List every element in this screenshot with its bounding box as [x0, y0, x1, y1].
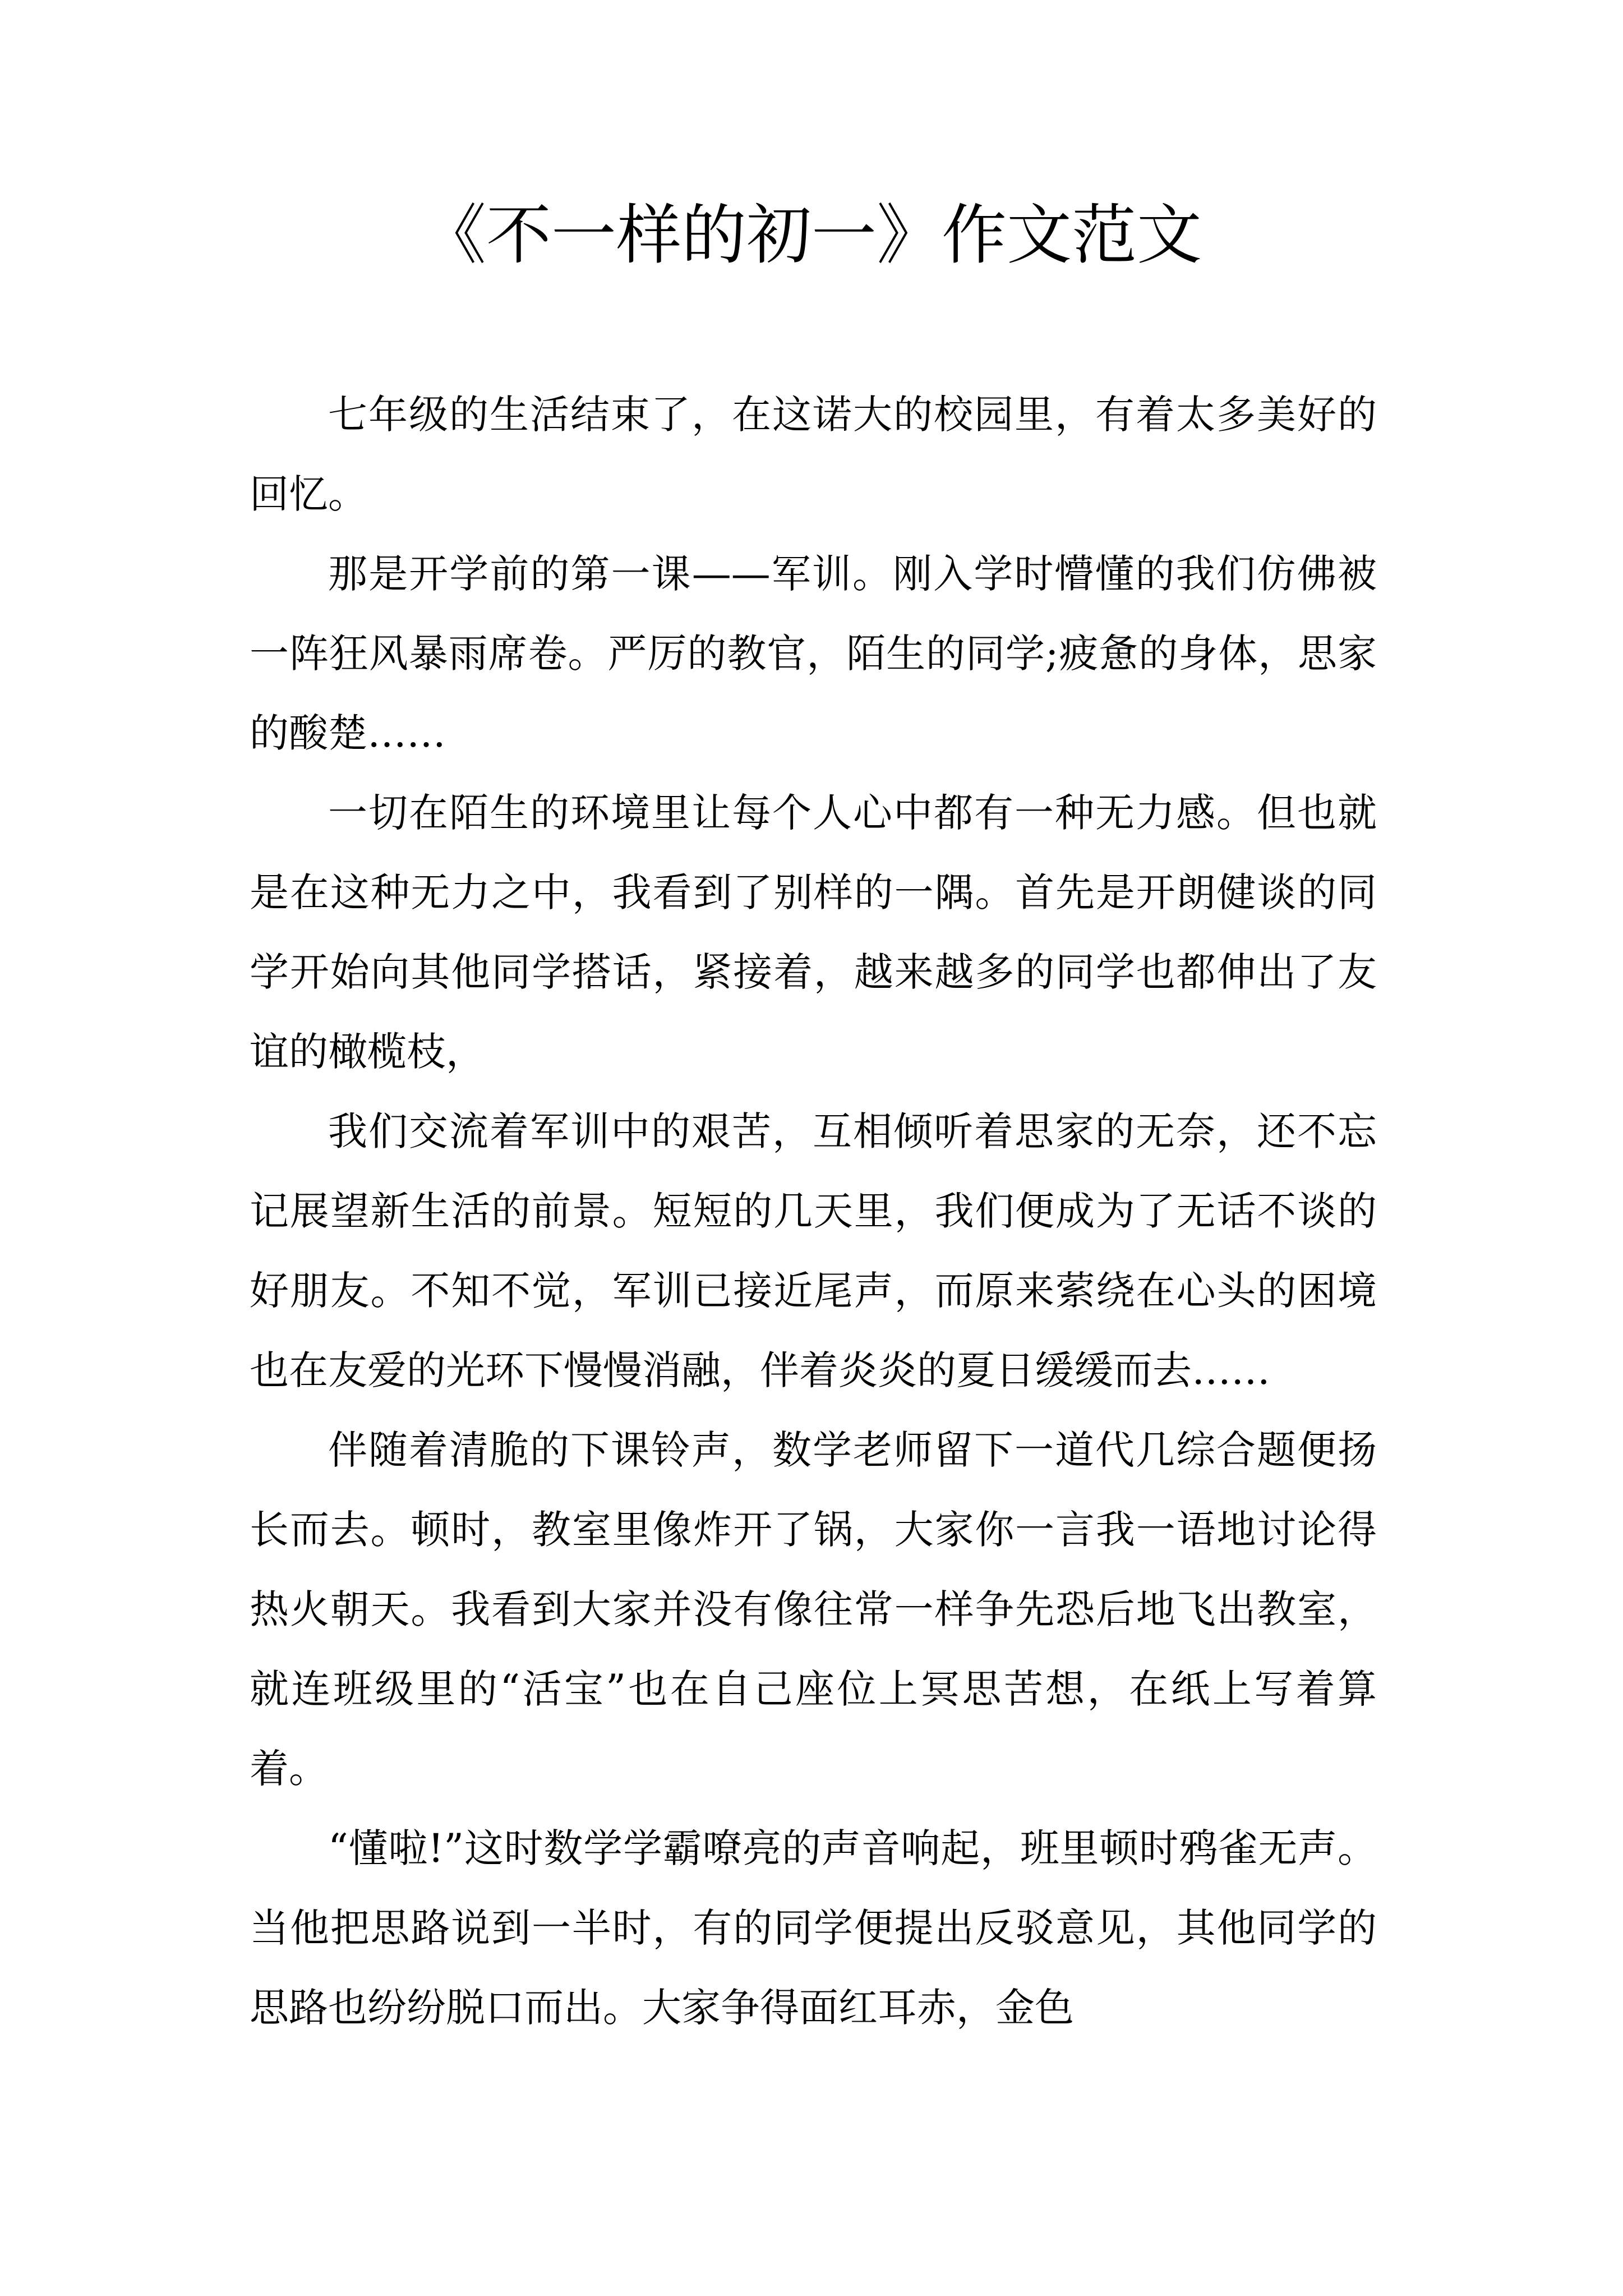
paragraph: 我们交流着军训中的艰苦，互相倾听着思家的无奈，还不忘记展望新生活的前景。短短的几天里，我们便成为了无话不谈的好朋友。不知不觉，军训已接近尾声，而原来萦绕在心头的困境也在友爱的光环下慢慢消融，伴着炎炎的夏日缓缓而去…… [250, 1108, 1377, 1393]
paragraph: 七年级的生活结束了，在这诺大的校园里，有着太多美好的回忆。 [250, 392, 1377, 517]
paragraph: 一切在陌生的环境里让每个人心中都有一种无力感。但也就是在这种无力之中，我看到了别样的一隅。首先是开朗健谈的同学开始向其他同学搭话，紧接着，越来越多的同学也都伸出了友谊的橄榄枝， [250, 790, 1377, 1075]
paragraph: 伴随着清脆的下课铃声，数学老师留下一道代几综合题便扬长而去。顿时，教室里像炸开了锅，大家你一言我一语地讨论得热火朝天。我看到大家并没有像往常一样争先恐后地飞出教室，就连班级里的“活宝”也在自己座位上冥思苦想，在纸上写着算着。 [250, 1427, 1377, 1792]
paragraph: “懂啦!”这时数学学霸嘹亮的声音响起，班里顿时鸦雀无声。当他把思路说到一半时，有的同学便提出反驳意见，其他同学的思路也纷纷脱口而出。大家争得面红耳赤，金色 [250, 1825, 1377, 2031]
paragraph: 那是开学前的第一课——军训。刚入学时懵懂的我们仿佛被一阵狂风暴雨席卷。严厉的教官，陌生的同学;疲惫的身体，思家的酸楚…… [250, 551, 1377, 756]
document-title: 《不一样的初一》作文范文 [421, 197, 1202, 273]
document-body [250, 375, 1377, 2047]
